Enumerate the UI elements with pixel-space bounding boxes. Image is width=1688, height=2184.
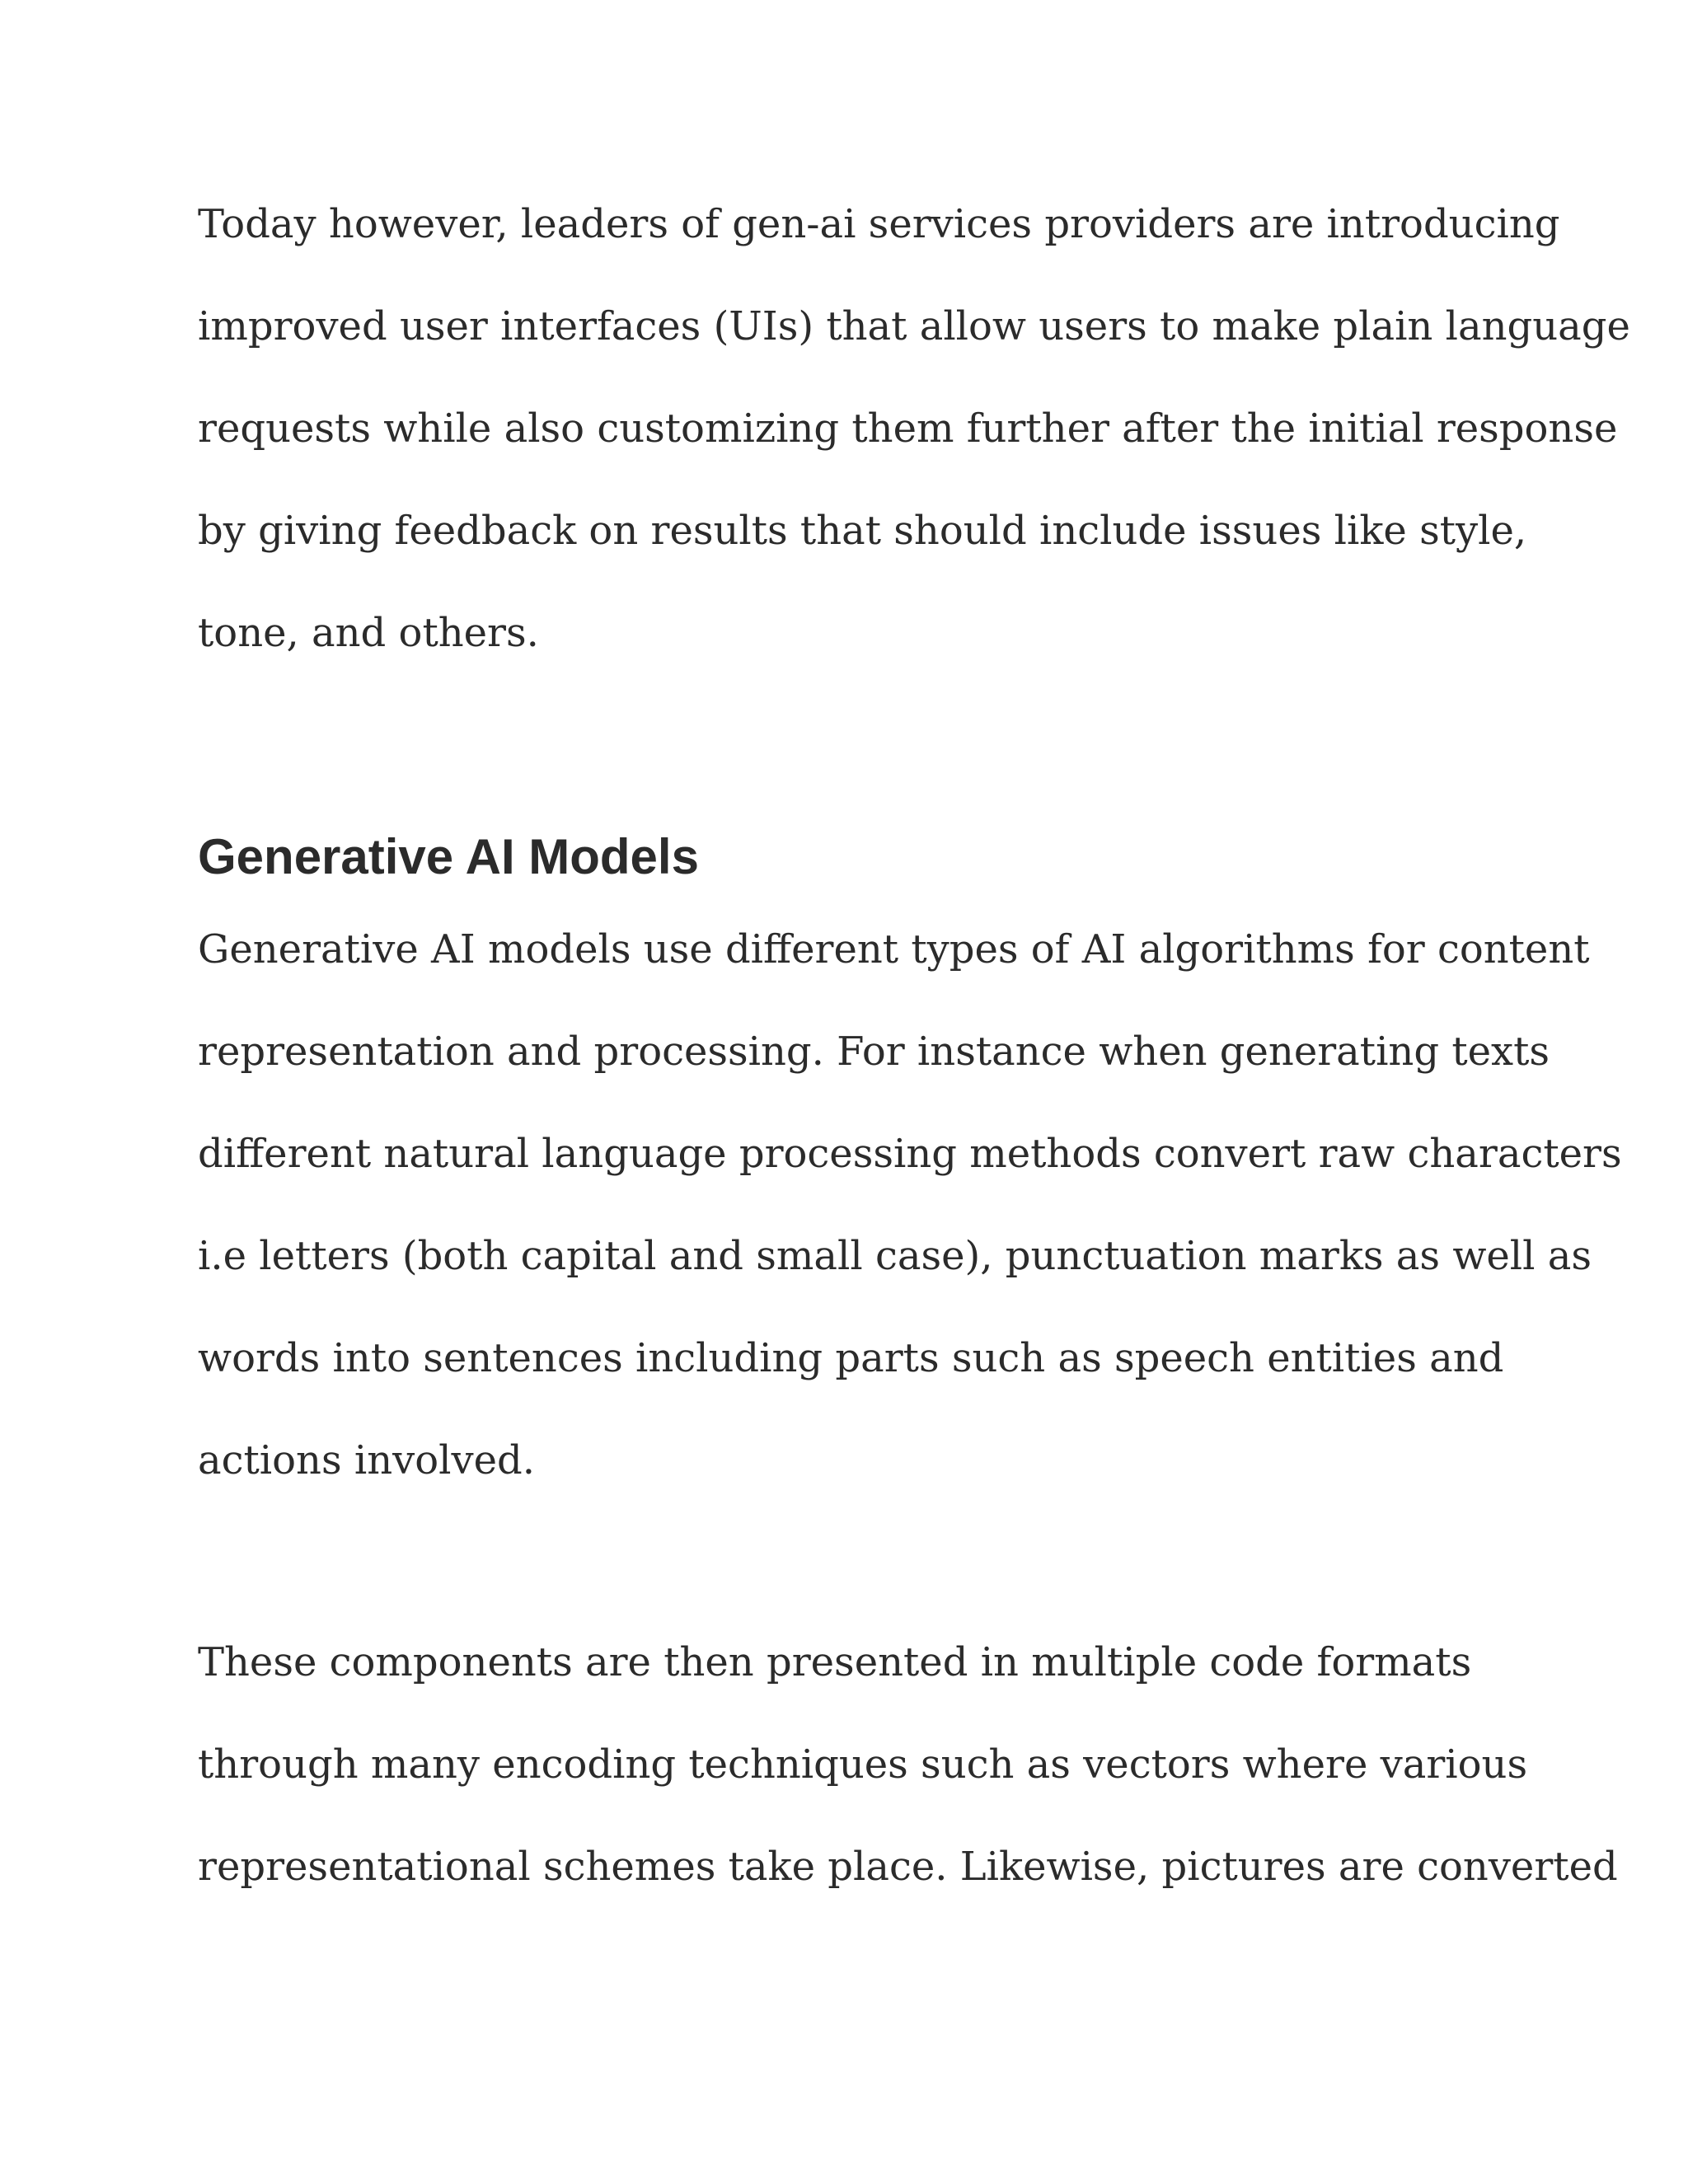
paragraph-line: representational schemes take place. Likewise, pictures are converted bbox=[198, 1844, 1618, 1890]
paragraph-line: i.e letters (both capital and small case), punctuation marks as well as bbox=[198, 1233, 1592, 1279]
section-heading: Generative AI Models bbox=[198, 829, 699, 884]
paragraph-line: through many encoding techniques such as vectors where various bbox=[198, 1741, 1528, 1788]
paragraph-line: Today however, leaders of gen-ai services providers are introducing bbox=[198, 201, 1560, 247]
paragraph-line: by giving feedback on results that should include issues like style, bbox=[198, 508, 1527, 554]
paragraph-line: tone, and others. bbox=[198, 610, 539, 656]
paragraph-line: representation and processing. For instance when generating texts bbox=[198, 1029, 1550, 1075]
paragraph-models bbox=[198, 898, 1622, 1511]
paragraph-line: different natural language processing methods convert raw characters bbox=[198, 1131, 1622, 1177]
paragraph-line: These components are then presented in multiple code formats bbox=[198, 1639, 1472, 1685]
paragraph-line: actions involved. bbox=[198, 1437, 535, 1483]
paragraph-components bbox=[198, 1611, 1618, 1918]
paragraph-intro bbox=[198, 173, 1630, 684]
paragraph-line: words into sentences including parts such as speech entities and bbox=[198, 1335, 1504, 1381]
paragraph-line: improved user interfaces (UIs) that allow users to make plain language bbox=[198, 303, 1630, 349]
paragraph-line: requests while also customizing them further after the initial response bbox=[198, 405, 1618, 452]
paragraph-line: Generative AI models use different types of AI algorithms for content bbox=[198, 926, 1590, 972]
